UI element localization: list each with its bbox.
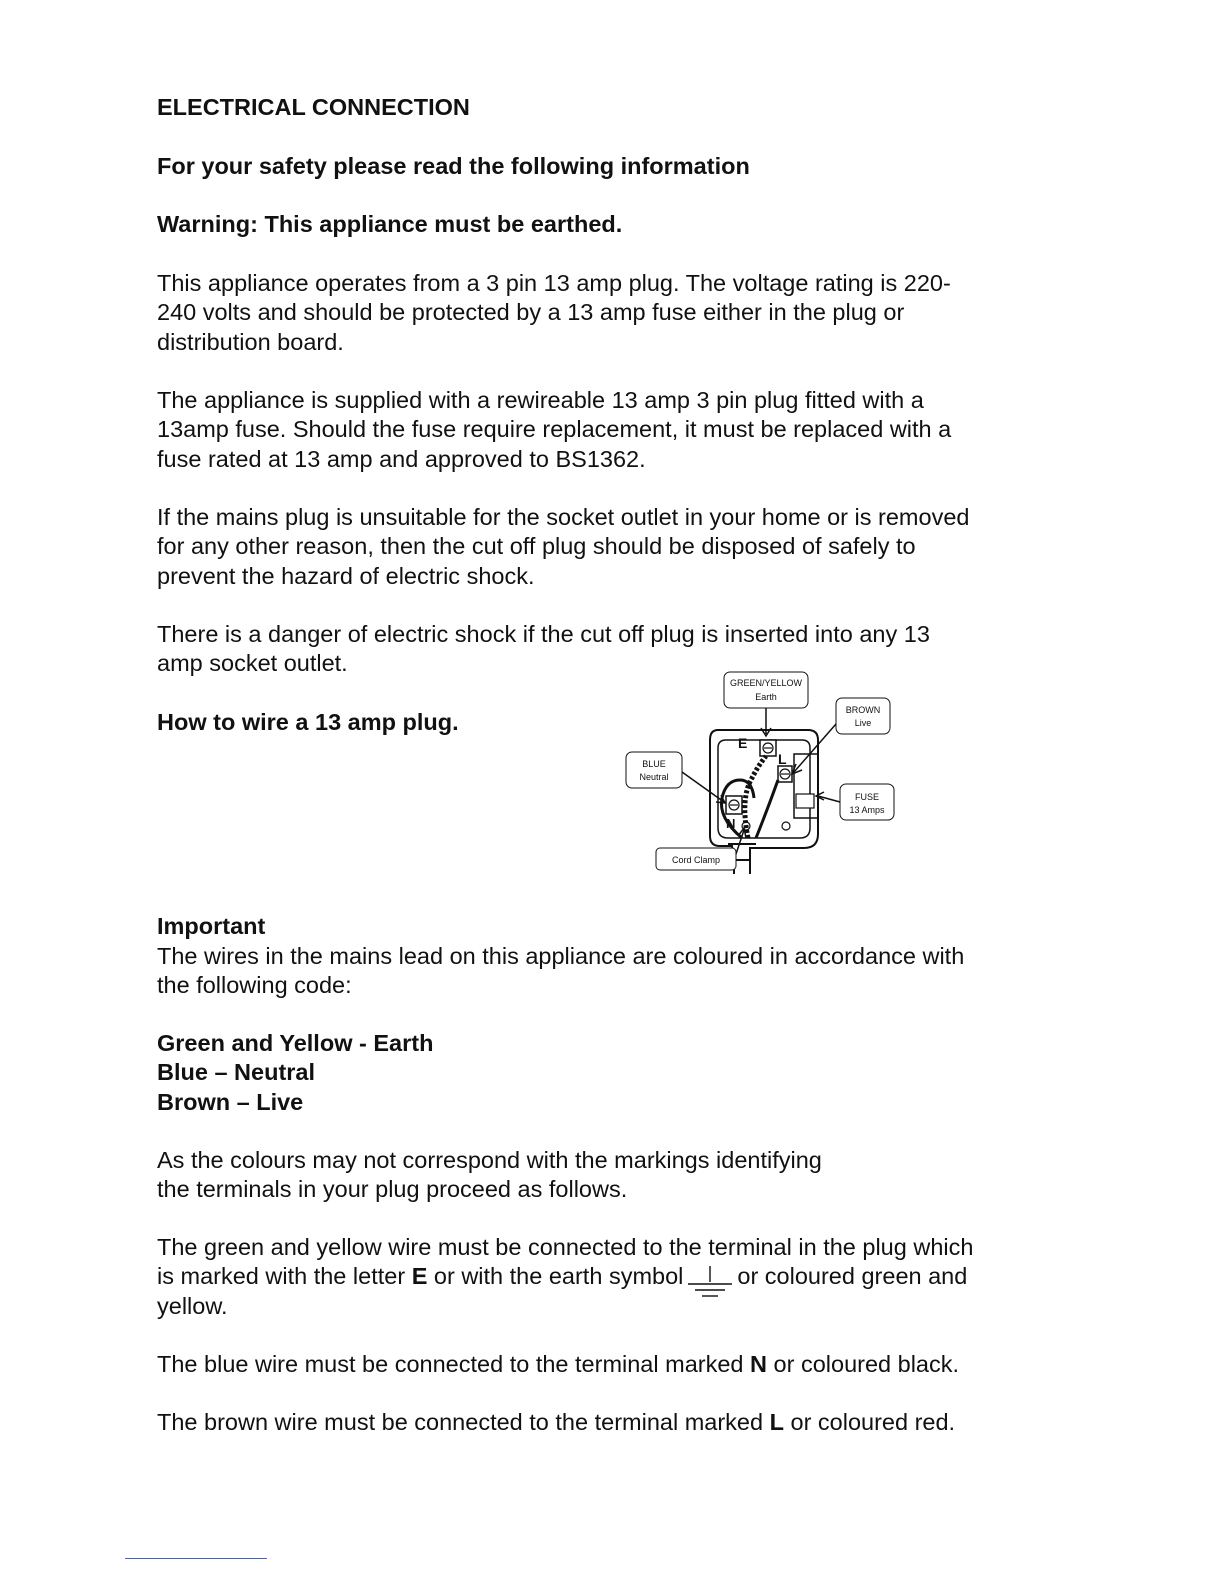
text-line: the following code: [157,972,352,999]
text-line: If the mains plug is unsuitable for the socket outlet in your home or is removed [157,504,970,530]
clamp-label: Cord Clamp [671,855,721,865]
paragraph-brown-wire [157,1408,1077,1437]
text-line: There is a danger of electric shock if the cut off plug is inserted into any 13 [157,621,930,647]
footer-rule [125,1558,267,1559]
terminal-letter-l: L [778,751,787,767]
paragraph-unsuitable-plug [157,503,1077,591]
earth-symbol-icon [683,1264,737,1284]
wiring-heading: How to wire a 13 amp plug. [157,709,459,735]
blue-label-box [626,752,682,788]
brown-label-colour: BROWN [845,705,881,715]
text-fragment: or coloured red. [783,1409,956,1435]
blue-label-colour: BLUE [642,759,666,769]
text-line: This appliance operates from a 3 pin 13 amp plug. The voltage rating is 220- [157,270,951,296]
text-line: prevent the hazard of electric shock. [157,562,535,589]
text-line: 13amp fuse. Should the fuse require replacement, it must be replaced with a [157,416,952,443]
letter-e: E [411,1263,428,1290]
blue-label-name: Neutral [639,772,669,782]
warning-text: Warning: This appliance must be earthed. [157,211,623,237]
paragraph-earth-wire [157,1233,1077,1321]
text-fragment: is marked with the letter [157,1263,412,1290]
brown-label-box [836,698,890,734]
letter-l: L [769,1409,784,1435]
text-fragment: or with the earth symbol [427,1263,684,1290]
text-line: fuse rated at 13 amp and approved to BS1362. [157,445,646,472]
paragraph-blue-wire [157,1350,1077,1379]
text-line: As the colours may not correspond with the markings identifying [157,1147,822,1173]
terminal-letter-e: E [738,735,748,751]
code-neutral: Blue – Neutral [157,1059,316,1086]
earth-label-name: Earth [755,692,777,702]
text-line: The green and yellow wire must be connected to the terminal in the plug which [157,1234,974,1260]
clamp-arrow [736,828,746,854]
terminal-letter-n: N [726,816,736,831]
clamp-screw-icon [782,822,790,830]
text-line: distribution board. [157,328,344,355]
text-line: amp socket outlet. [157,650,348,677]
fuse-icon [796,794,814,808]
text-line: for any other reason, then the cut off plug should be disposed of safely to [157,533,916,560]
text-line [157,1262,1077,1291]
paragraph-colours-notice [157,1146,1077,1205]
code-earth: Green and Yellow - Earth [157,1030,434,1056]
brown-label-name: Live [854,718,872,728]
paragraph-plug-supplied [157,386,1077,474]
text-fragment: The brown wire must be connected to the terminal marked [157,1409,770,1435]
letter-n: N [750,1351,768,1377]
text-line: the terminals in your plug proceed as follows. [157,1176,628,1203]
safety-subheading: For your safety please read the following information [157,153,750,179]
paragraph-voltage [157,269,1077,357]
code-live: Brown – Live [157,1088,304,1115]
fuse-label-title: FUSE [854,792,880,802]
text-fragment: or coloured black. [767,1351,960,1377]
text-line: The appliance is supplied with a rewireable 13 amp 3 pin plug fitted with a [157,387,924,413]
text-fragment: or coloured green and [737,1263,968,1290]
fuse-arrow [816,792,840,802]
earth-label-colour: GREEN/YELLOW [729,678,803,688]
page-title: ELECTRICAL CONNECTION [157,94,470,120]
earth-wire [745,756,766,838]
paragraph-wire-colours [157,942,1077,1001]
earth-arrow [761,708,771,736]
plug-wiring-diagram [622,668,902,878]
live-wire [756,780,778,838]
text-line: 240 volts and should be protected by a 13 amp fuse either in the plug or [157,299,905,326]
text-line: The wires in the mains lead on this appliance are coloured in accordance with [157,943,965,969]
text-line: yellow. [157,1292,228,1319]
fuse-label-rating: 13 Amps [849,805,885,815]
important-title: Important [157,913,266,939]
text-fragment: The blue wire must be connected to the terminal marked [157,1351,751,1377]
colour-code-list [157,1029,433,1117]
paragraph-shock-danger [157,620,1077,679]
